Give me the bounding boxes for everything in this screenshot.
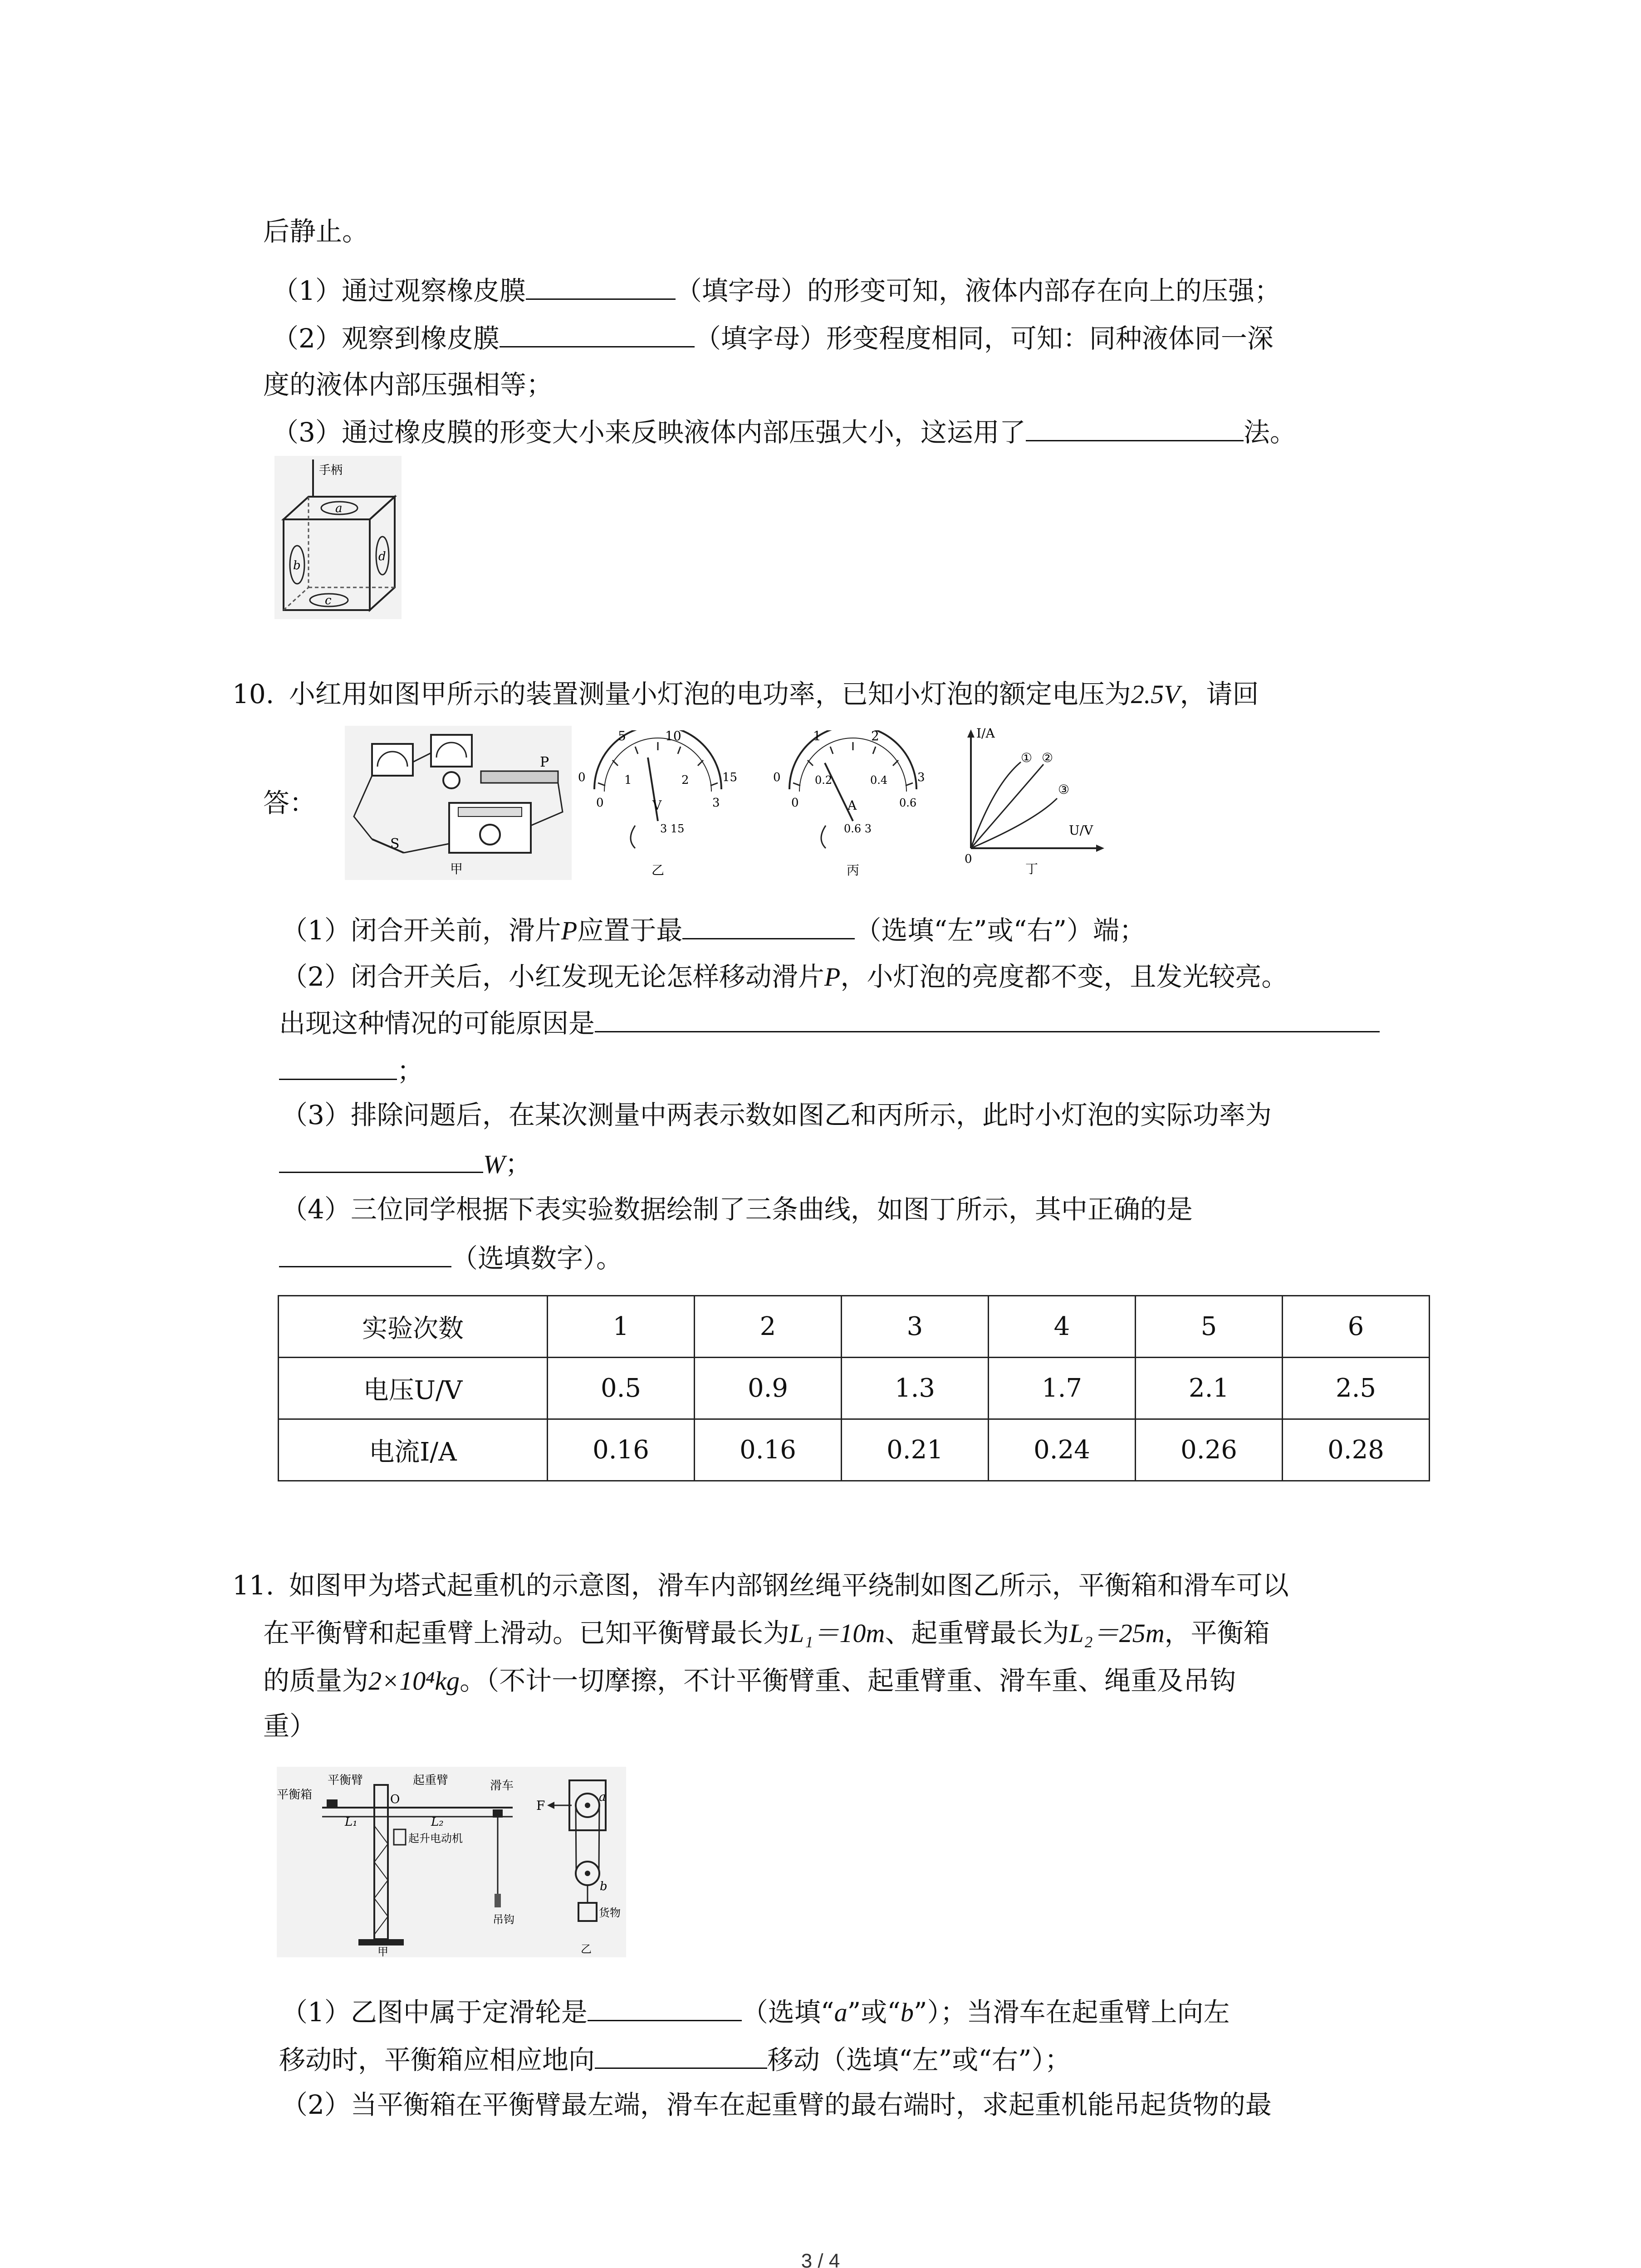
force-F-label: F	[536, 1798, 545, 1813]
caption-ding: 丁	[1025, 861, 1038, 876]
q9-part-2-cont: 度的液体内部压强相等；	[263, 369, 553, 400]
unit-v: V	[652, 798, 662, 813]
q10-part-2-end: ；	[279, 1052, 423, 1089]
tick-0.6: 0.6	[899, 797, 917, 809]
trolley-label: 滑车	[490, 1779, 514, 1793]
q11-stem-3: 的质量为2×10⁴kg。（不计一切摩擦，不计平衡臂重、起重臂重、滑车重、绳重及吊钩	[263, 1665, 1236, 1696]
table-cell: 1.7	[989, 1358, 1136, 1419]
tick-3: 3	[917, 771, 925, 784]
table-cell: 5	[1136, 1296, 1283, 1358]
jib-label: 起重臂	[413, 1774, 449, 1787]
handle-label: 手柄	[319, 464, 343, 477]
tick-0.2: 0.2	[815, 774, 833, 787]
table-cell: 2.5	[1283, 1358, 1430, 1419]
motor-label: 起升电动机	[408, 1832, 463, 1845]
tick-10: 10	[665, 730, 681, 743]
q11-stem-4: 重）	[263, 1711, 316, 1741]
question-number: 10.	[232, 679, 274, 709]
curve-2: ②	[1042, 750, 1053, 765]
q10-stem: 10. 小红用如图甲所示的装置测量小灯泡的电功率，已知小灯泡的额定电压为2.5V，请回	[232, 679, 1259, 709]
answer-blank[interactable]	[595, 2041, 767, 2069]
origin-label: 0	[965, 852, 972, 866]
hook-label: 吊钩	[493, 1913, 514, 1926]
question-number: 11.	[232, 1570, 274, 1601]
q11-stem-2: 在平衡臂和起重臂上滑动。已知平衡臂最长为L₁＝10m、起重臂最长为L₂＝25m，平衡箱	[263, 1618, 1270, 1648]
counterweight-label: 平衡箱	[277, 1788, 313, 1802]
q11-stem-1: 11. 如图甲为塔式起重机的示意图，滑车内部钢丝绳平绕制如图乙所示，平衡箱和滑车可以	[232, 1570, 1289, 1601]
answer-blank[interactable]	[588, 1994, 742, 2021]
answer-blank[interactable]	[526, 272, 676, 300]
table-cell: 3	[842, 1296, 989, 1358]
tick-0.4: 0.4	[870, 774, 888, 787]
caption-bing: 丙	[847, 863, 860, 878]
tick-1: 1	[813, 730, 821, 743]
answer-blank[interactable]	[500, 320, 695, 347]
x-axis-label: U/V	[1069, 823, 1093, 838]
terminals: 0.6 3	[844, 822, 872, 835]
pulley-a-label: a	[599, 1790, 606, 1804]
fig-yi-voltmeter	[576, 730, 740, 880]
table-cell: 电压U/V	[279, 1358, 548, 1419]
q10-stem-cont: 答：	[263, 787, 316, 818]
page-number: 3 / 4	[801, 2250, 840, 2268]
table-cell: 1	[548, 1296, 695, 1358]
table-cell: 0.26	[1136, 1419, 1283, 1481]
label-d: d	[378, 550, 386, 563]
q9-part-2: （2）观察到橡皮膜 （填字母）形变程度相同，可知：同种液体同一深	[272, 320, 1274, 357]
label-b: b	[293, 559, 301, 572]
table-cell: 电流I/A	[279, 1419, 548, 1481]
fig-bing-ammeter	[771, 730, 935, 880]
tick-0-inner: 0	[791, 796, 799, 810]
cargo-label: 货物	[599, 1906, 621, 1919]
tick-5: 5	[618, 730, 626, 743]
tick-3: 3	[712, 796, 720, 810]
label-a: a	[335, 502, 343, 515]
answer-blank[interactable]	[595, 1005, 1380, 1032]
label-c: c	[325, 594, 332, 607]
q10-part-3-cont: W；	[279, 1145, 531, 1183]
answer-blank[interactable]	[279, 1145, 483, 1173]
switch-label: S	[390, 836, 400, 852]
tick-2: 2	[871, 730, 879, 743]
L1-label: L₁	[345, 1815, 358, 1829]
balance-arm-label: 平衡臂	[328, 1774, 363, 1787]
tick-2: 2	[681, 773, 689, 787]
tick-15: 15	[722, 771, 738, 784]
data-table	[278, 1295, 1430, 1481]
caption-jia: 甲	[450, 861, 463, 876]
table-cell: 实验次数	[279, 1296, 548, 1358]
table-cell: 2	[695, 1296, 842, 1358]
table-row	[279, 1296, 1430, 1358]
pivot-O: O	[390, 1793, 400, 1806]
q11-part-2: （2）当平衡箱在平衡臂最左端，滑车在起重臂的最右端时，求起重机能吊起货物的最	[281, 2089, 1272, 2120]
table-cell: 0.24	[989, 1419, 1136, 1481]
L2-label: L₂	[431, 1815, 444, 1829]
table-cell: 2.1	[1136, 1358, 1283, 1419]
answer-blank[interactable]	[682, 912, 855, 939]
slider-label: P	[540, 754, 549, 770]
q11-part-1-cont: 移动时，平衡箱应相应地向 移动（选填“左”或“右”）；	[279, 2041, 1071, 2078]
fig-jia-circuit	[345, 726, 572, 880]
caption-yi: 乙	[581, 1943, 592, 1955]
q10-part-1: （1）闭合开关前，滑片P应置于最 （选填“左”或“右”）端；	[281, 912, 1146, 949]
q10-part-2-cont: 出现这种情况的可能原因是	[279, 1005, 1380, 1041]
caption-yi: 乙	[652, 863, 665, 878]
unit-a: A	[847, 798, 857, 813]
fig-crane	[277, 1767, 531, 1957]
answer-blank[interactable]	[279, 1052, 397, 1080]
q9-part-1: （1）通过观察橡皮膜 （填字母）的形变可知，液体内部存在向上的压强；	[272, 272, 1281, 309]
q9-line-0: 后静止。	[263, 216, 369, 247]
curve-3: ③	[1058, 782, 1070, 797]
tick-1: 1	[624, 773, 632, 787]
caption-jia: 甲	[377, 1945, 388, 1957]
q10-part-4-cont: （选填数字）。	[279, 1240, 622, 1276]
tick-0-inner: 0	[596, 796, 604, 810]
fig-pulley	[531, 1767, 626, 1957]
q10-part-4: （4）三位同学根据下表实验数据绘制了三条曲线，如图丁所示，其中正确的是	[281, 1194, 1193, 1225]
table-cell: 0.21	[842, 1419, 989, 1481]
pulley-b-label: b	[600, 1880, 607, 1893]
table-cell: 0.9	[695, 1358, 842, 1419]
table-cell: 0.5	[548, 1358, 695, 1419]
table-row	[279, 1419, 1430, 1481]
fig-ding-graph	[953, 726, 1107, 880]
q9-cube-figure	[274, 456, 402, 619]
table-cell: 1.3	[842, 1358, 989, 1419]
answer-blank[interactable]	[1026, 414, 1244, 441]
table-row	[279, 1358, 1430, 1419]
terminals: 3 15	[660, 822, 685, 835]
q10-part-2: （2）闭合开关后，小红发现无论怎样移动滑片P，小灯泡的亮度都不变，且发光较亮。	[281, 961, 1288, 992]
tick-0: 0	[773, 771, 781, 784]
table-cell: 0.16	[695, 1419, 842, 1481]
answer-blank[interactable]	[279, 1240, 451, 1267]
curve-1: ①	[1021, 750, 1033, 765]
q9-part-3: （3）通过橡皮膜的形变大小来反映液体内部压强大小，这运用了 法。	[272, 414, 1296, 450]
q10-part-3: （3）排除问题后，在某次测量中两表示数如图乙和丙所示，此时小灯泡的实际功率为	[281, 1100, 1272, 1130]
q11-part-1: （1）乙图中属于定滑轮是 （选填“a”或“b”）；当滑车在起重臂上向左	[281, 1994, 1230, 2031]
table-cell: 6	[1283, 1296, 1430, 1358]
table-cell: 4	[989, 1296, 1136, 1358]
table-cell: 0.28	[1283, 1419, 1430, 1481]
table-cell: 0.16	[548, 1419, 695, 1481]
y-axis-label: I/A	[976, 726, 995, 741]
tick-0: 0	[578, 771, 586, 784]
